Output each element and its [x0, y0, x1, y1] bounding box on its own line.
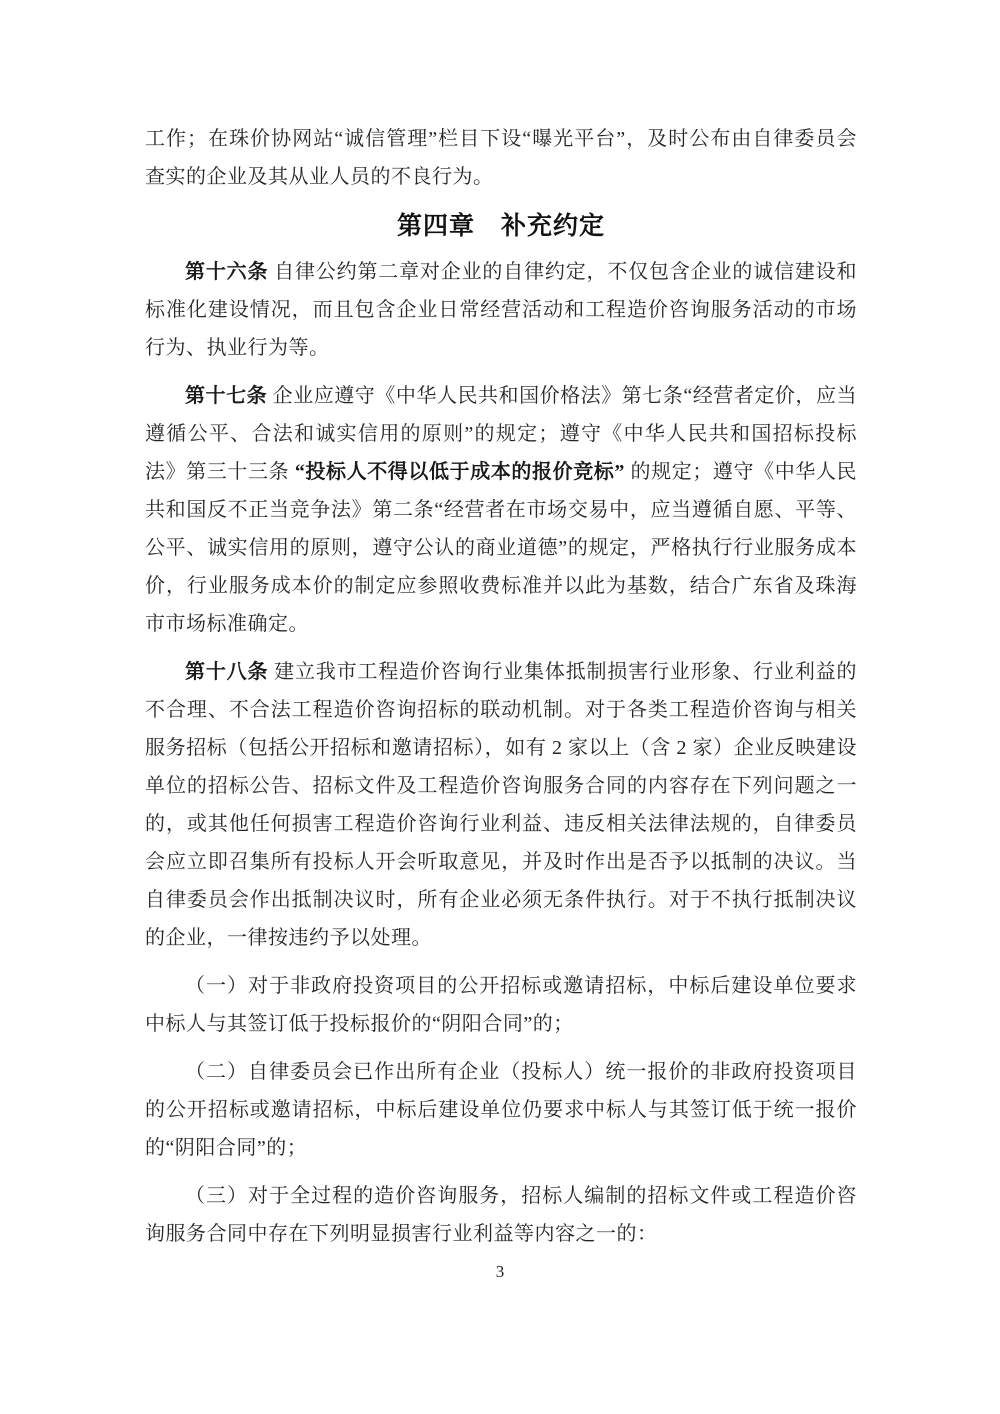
paragraph: [145, 653, 857, 957]
chapter-heading: [145, 206, 857, 246]
text-run: 自律公约第二章对企业的自律约定，不仅包含企业的诚信建设和标准化建设情况，而且包含企业日常经营活动和工程造价咨询服务活动的市场行为、执业行为等。: [145, 261, 857, 359]
paragraph: [145, 377, 857, 643]
text-run: （一）对于非政府投资项目的公开招标或邀请招标，中标后建设单位要求中标人与其签订低于投标报价的“阴阳合同”的；: [145, 975, 857, 1035]
page-footer: [0, 1262, 1000, 1282]
paragraph: [145, 120, 857, 196]
text-run: 企业应遵守《中华人民共和国价格法》第七条“经营者定价，应当遵循公平、合法和诚实信用的原则”的规定；遵守《中华人民共和国招标投标法》第三十三条: [145, 385, 857, 483]
text-run: （二）自律委员会已作出所有企业（投标人）统一报价的非政府投资项目的公开招标或邀请招标，中标后建设单位仍要求中标人与其签订低于统一报价的“阴阳合同”的；: [145, 1061, 857, 1159]
paragraph: [145, 967, 857, 1043]
bold-text-run: “投标人不得以低于成本的报价竞标”: [294, 461, 625, 483]
paragraph: [145, 253, 857, 367]
bold-text-run: 第十八条: [185, 661, 275, 683]
paragraph: [145, 1177, 857, 1253]
page-number: 3: [495, 1262, 505, 1281]
text-run: 的规定；遵守《中华人民共和国反不正当竞争法》第二条“经营者在市场交易中，应当遵循自愿、平等、公平、诚实信用的原则，遵守公认的商业道德”的规定，严格执行行业服务成本价，行业服务成本价的制定应参照收费标准并以此为基数，结合广东省及珠海市市场标准确定。: [145, 461, 858, 635]
text-run: （三）对于全过程的造价咨询服务，招标人编制的招标文件或工程造价咨询服务合同中存在下列明显损害行业利益等内容之一的：: [145, 1185, 857, 1245]
bold-text-run: 第四章 补充约定: [396, 212, 605, 240]
paragraph: [145, 1053, 857, 1167]
bold-text-run: 第十六条: [185, 261, 275, 283]
document-body: [145, 120, 857, 1263]
text-run: 工作；在珠价协网站“诚信管理”栏目下设“曝光平台”，及时公布由自律委员会查实的企业及其从业人员的不良行为。: [145, 128, 857, 188]
text-run: 建立我市工程造价咨询行业集体抵制损害行业形象、行业利益的不合理、不合法工程造价咨询招标的联动机制。对于各类工程造价咨询与相关服务招标（包括公开招标和邀请招标），如有 2 家以上（含 2 家）企业反映建设单位的招标公告、招标文件及工程造价咨询服务合同的内容存在下列问题之一的，或其他任何损害工程造价咨询行业利益、违反相关法律法规的，自律委员会应立即召集所有投标人开会听取意见，并及时作出是否予以抵制的决议。当自律委员会作出抵制决议时，所有企业必须无条件执行。对于不执行抵制决议的企业，一律按违约予以处理。: [145, 661, 857, 949]
bold-text-run: 第十七条: [185, 385, 273, 407]
